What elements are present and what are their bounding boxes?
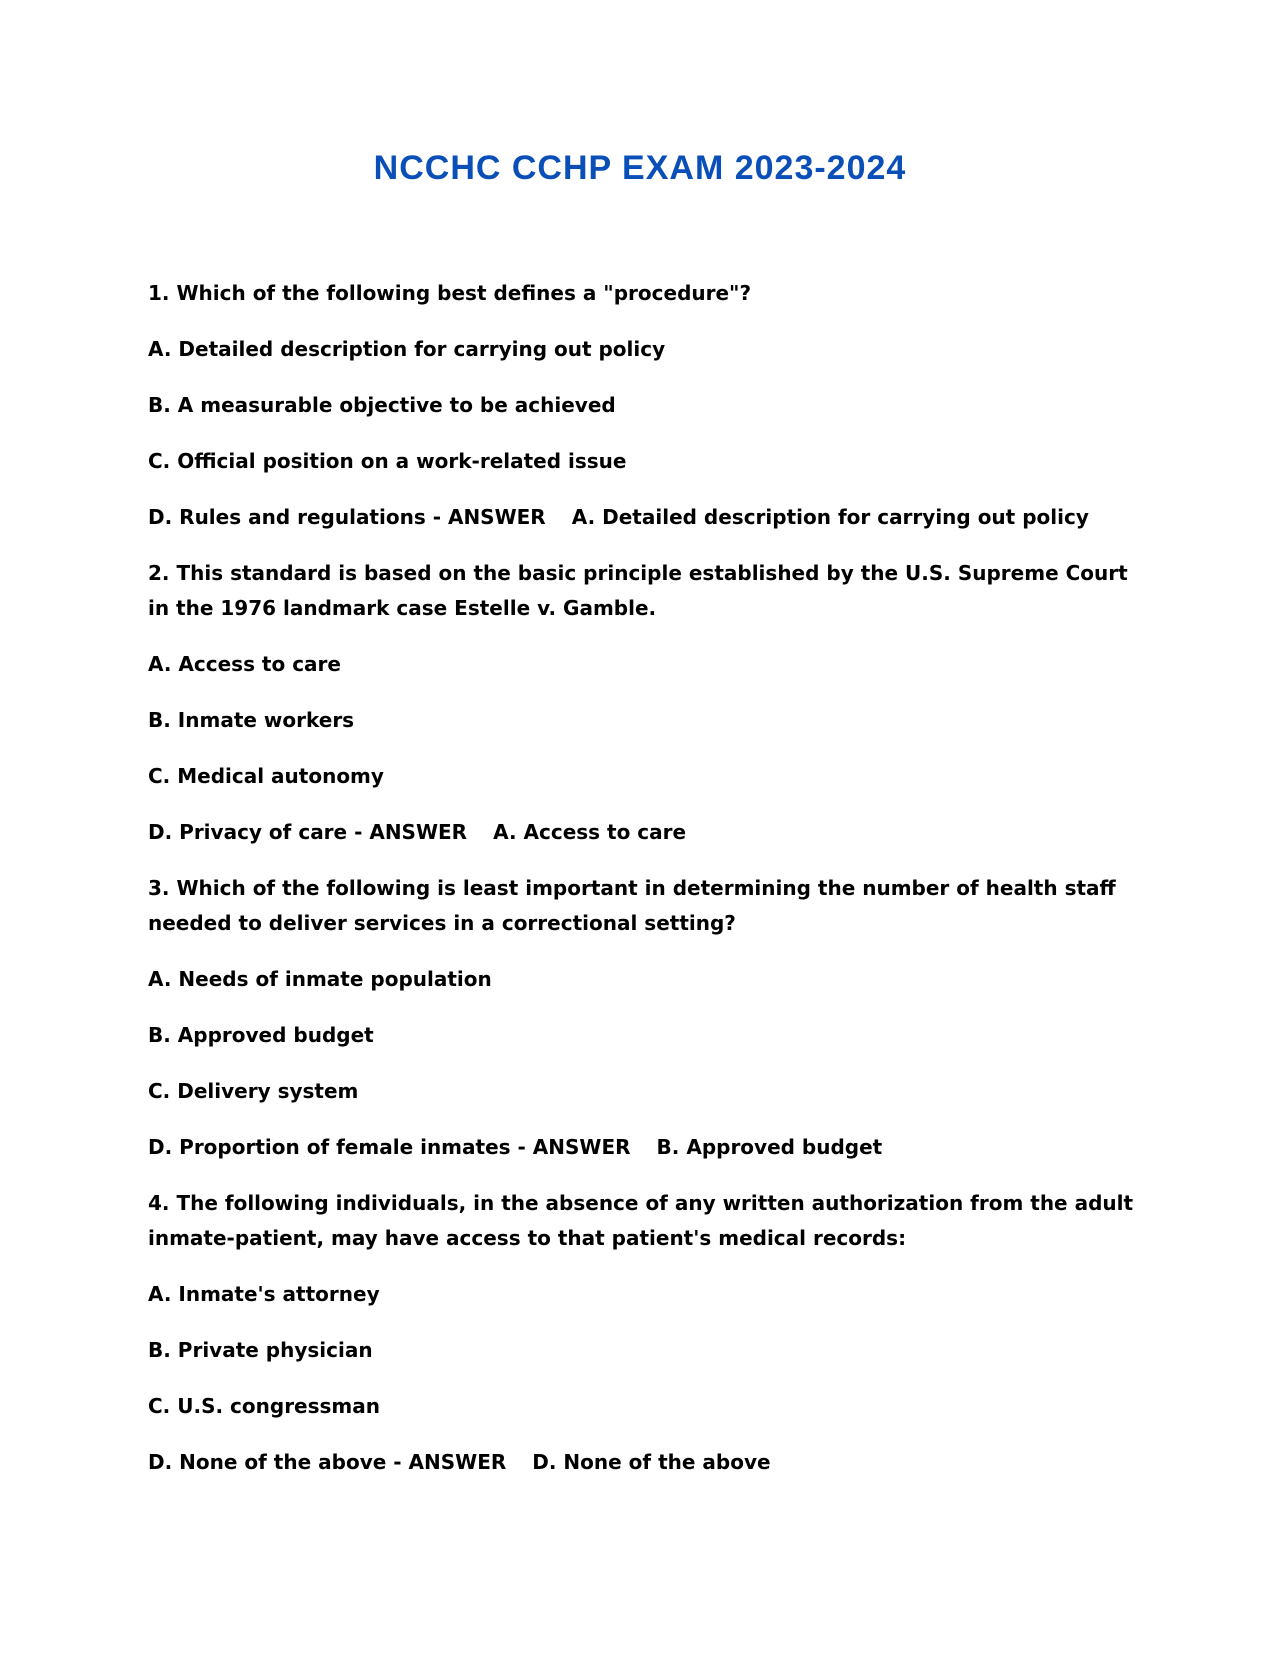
option-b: B. A measurable objective to be achieved <box>148 393 616 417</box>
option-d: D. Rules and regulations - ANSWER <box>148 505 546 529</box>
document-title: NCCHC CCHP EXAM 2023-2024 <box>373 149 907 187</box>
option-b: B. Approved budget <box>148 1023 374 1047</box>
question-text: 4. The following individuals, in the absence of any written authorization from the adult inmate-patient, may have access to that patient's medical records: <box>148 1191 1134 1250</box>
option-c: C. Official position on a work-related issue <box>148 449 627 473</box>
option-c: C. U.S. congressman <box>148 1394 381 1418</box>
option-a: A. Detailed description for carrying out policy <box>148 337 666 361</box>
option-d-with-answer <box>148 815 1138 850</box>
option-d-with-answer <box>148 500 1138 535</box>
option-d: D. Proportion of female inmates - ANSWER <box>148 1135 631 1159</box>
option-a: A. Access to care <box>148 652 341 676</box>
option-d-with-answer <box>148 1130 1138 1165</box>
answer-text: D. None of the above <box>532 1450 771 1474</box>
option-b: B. Inmate workers <box>148 708 355 732</box>
option-a: A. Needs of inmate population <box>148 967 492 991</box>
answer-text: A. Access to care <box>493 820 687 844</box>
question-text: 1. Which of the following best defines a "procedure"? <box>148 281 752 305</box>
option-d: D. None of the above - ANSWER <box>148 1450 507 1474</box>
option-d-with-answer <box>148 1445 1138 1480</box>
option-d: D. Privacy of care - ANSWER <box>148 820 468 844</box>
option-a: A. Inmate's attorney <box>148 1282 380 1306</box>
option-b: B. Private physician <box>148 1338 373 1362</box>
answer-text: A. Detailed description for carrying out policy <box>571 505 1089 529</box>
question-text: 3. Which of the following is least important in determining the number of health staff needed to deliver services in a correctional setting? <box>148 876 1116 935</box>
answer-text: B. Approved budget <box>656 1135 883 1159</box>
option-c: C. Delivery system <box>148 1079 359 1103</box>
question-text: 2. This standard is based on the basic principle established by the U.S. Supreme Court in the 1976 landmark case Estelle v. Gamble. <box>148 561 1128 620</box>
option-c: C. Medical autonomy <box>148 764 384 788</box>
question-list <box>148 276 1138 1501</box>
